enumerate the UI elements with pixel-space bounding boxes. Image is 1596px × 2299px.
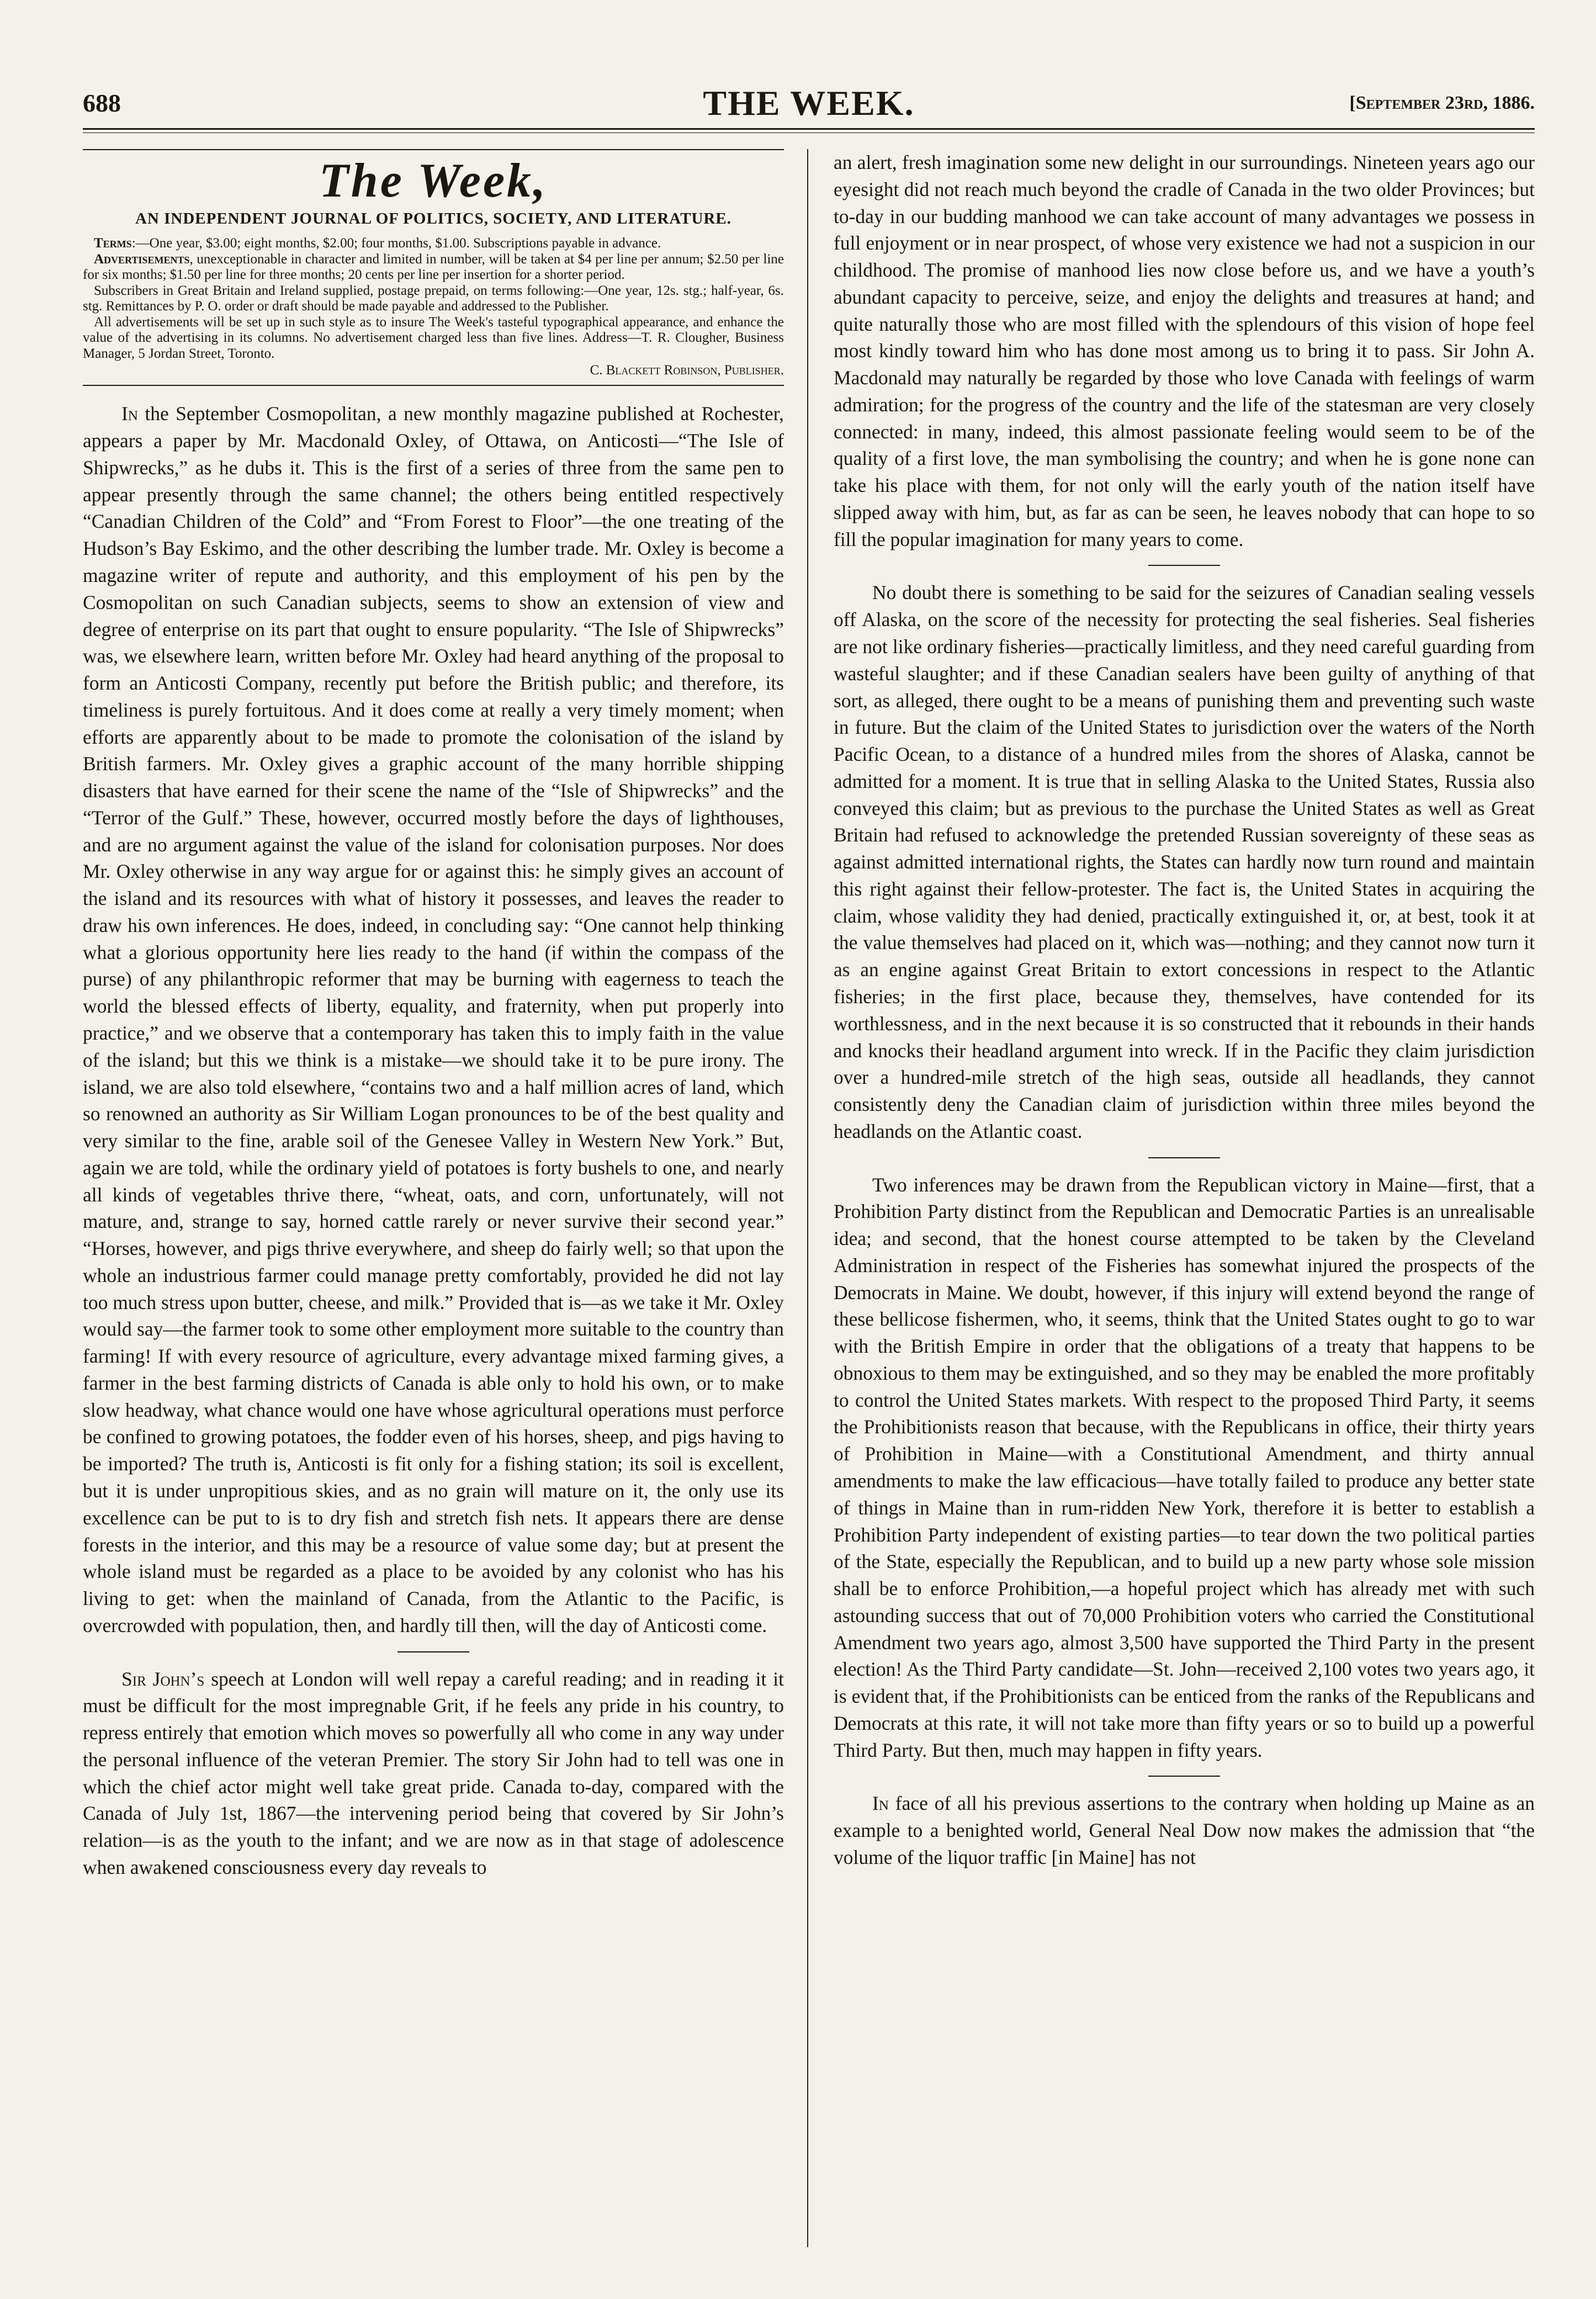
left-articles (83, 400, 784, 1880)
subscribers-paragraph: Subscribers in Great Britain and Ireland supplied, postage prepaid, on terms following:—One year, 12s. stg.; half-year, 6s. stg. Remittances by P. O. order or draft should be made payable and addressed to the Publisher. (83, 283, 784, 314)
advertising-layout-paragraph: All advertisements will be set up in such style as to insure The Week's tasteful typographical appearance, and enhance the value of the advertising in its columns. No advertisement charged less than five lines. Address—T. R. Clougher, Business Manager, 5 Jordan Street, Toronto. (83, 314, 784, 361)
article-maine-election: Two inferences may be drawn from the Republican victory in Maine—first, that a Prohibition Party distinct from the Republican and Democratic Parties is an unrealisable idea; and second, that the honest course attempted to be taken by the Cleveland Administration in respect of the Fisheries has somewhat injured the prospects of the Democrats in Maine. We doubt, however, if this injury will extend beyond the range of these bellicose fishermen, who, it seems, think that the United States ought to go to war with the British Empire in order that the obligations of a treaty that happens to be obnoxious to them may be extinguished, and so they may be enabled the more profitably to control the United States markets. With respect to the proposed Third Party, it seems the Prohibitionists reason that because, with the Republicans in office, their thirty years of Prohibition in Maine—with a Constitutional Amendment, and thirty annual amendments to make the law efficacious—have totally failed to produce any better state of things in Maine than in rum-ridden New York, therefore it is better to establish a Prohibition Party independent of existing parties—to tear down the two political parties of the State, especially the Republican, and to build up a new party whose sole mission shall be to enforce Prohibition,—a hopeful project which has already met with such astounding success that out of 70,000 Prohibition voters who carried the Constitutional Amendment two years ago, almost 3,500 have supported the Third Party in the present election! As the Third Party candidate—St. John—received 2,100 votes two years ago, it is evident that, if the Prohibitionists can be enticed from the ranks of the Republicans and Democrats at this rate, it will not take more than fifty years or so to build up a powerful Third Party. But then, much may happen in fifty years. (834, 1173, 1535, 1761)
article-neal-dow-text: face of all his previous assertions to the contrary when holding up Maine as an example to a benighted world, General Neal Dow now makes the admission that “the volume of the liquor traffic [in Maine] has not (834, 1792, 1535, 1868)
right-articles (834, 149, 1535, 1871)
running-head (83, 77, 1535, 127)
newspaper-page (83, 66, 1535, 2264)
article-anticosti-text: the September Cosmopolitan, a new monthly magazine published at Rochester, appears a paper by Mr. Macdonald Oxley, of Ottawa, on Anticosti—“The Isle of Shipwrecks,” as he dubs it. This is the first of a series of three from the same pen to appear presently through the same channel; the others being entitled respectively “Canadian Children of the Cold” and “From Forest to Floor”—the one treating of the Hudson’s Bay Eskimo, and the other describing the lumber trade. Mr. Oxley is become a magazine writer of repute and authority, and this employment of his pen by the Cosmopolitan on such Canadian subjects, seems to show an extension of view and degree of enterprise on its part that ought to ensure popularity. “The Isle of Shipwrecks” was, we elsewhere learn, written before Mr. Oxley had heard anything of the proposal to form an Anticosti Company, recently put before the British public; and therefore, its timeliness is purely fortuitous. And it does come at really a very timely moment; when efforts are apparently about to be made to promote the colonisation of the island by British farmers. Mr. Oxley gives a graphic account of the many horrible shipping disasters that have earned for their scene the name of the “Isle of Shipwrecks” and the “Terror of the Gulf.” These, however, occurred mostly before the days of lighthouses, and are no argument against the value of the island for colonisation purposes. Nor does Mr. Oxley otherwise in any way argue for or against this: he simply gives an account of the island and its resources with what of history it possesses, and leaves the reader to draw his own inferences. He does, indeed, in concluding say: “One cannot help thinking what a glorious opportunity here lies ready to the hand (if within the compass of the purse) of any philanthropic reformer that may be burning with eagerness to teach the world the blessed effects of liberty, equality, and fraternity, when put properly into practice,” and we observe that a contemporary has taken this to imply faith in the value of the island; but this we think is a mistake—we should take it to be pure irony. The island, we are also told elsewhere, “contains two and a half million acres of land, which so renowned an authority as Sir William Logan pronounces to be of the best quality and very similar to the fine, arable soil of the Genesee Valley in Western New York.” But, again we are told, while the ordinary yield of potatoes is forty bushels to one, and nearly all kinds of vegetables thrive there, “wheat, oats, and corn, unfortunately, will not mature, and, strange to say, horned cattle rarely or never survive their second year.” “Horses, however, and pigs thrive everywhere, and sheep do fairly well; so that upon the whole an industrious farmer could manage pretty comfortably, provided he did not lay too much stress upon butter, cheese, and milk.” Provided that is—as we take it Mr. Oxley would say—the farmer took to some other employment more suitable to the country than farming! If with every resource of agriculture, every advantage mixed farming gives, a farmer in the best farming districts of Canada is able only to hold his own, or to make slow headway, what chance would one have whose agricultural operations must perforce be confined to growing potatoes, the fodder even of his horses, sheep, and pigs having to be imported? The truth is, Anticosti is fit only for a fishing station; its soil is excellent, but it is under unpropitious skies, and as no grain will mature on it, the only use its excellence can be put to is to dry fish and stretch fish nets. It appears there are dense forests in the interior, and this may be a resource of value some day; but at present the whole island must be regarded as a place to be avoided by any colonist who has his living to get: when the mainland of Canada, from the Atlantic to the Pacific, is overcrowded with population, then, and hardly till then, will the day of Anticosti come. (83, 402, 784, 1636)
terms-paragraph (83, 236, 784, 252)
article-sir-john-text: speech at London will well repay a careful reading; and in reading it it must be difficult for the most impregnable Grit, if he feels any pride in his country, to repress entirely that emotion which moves so powerfully all who come in any way under the personal influence of the veteran Premier. The story Sir John had to tell was one in which the chief actor might well take great pride. Canada to-day, compared with the Canada of July 1st, 1867—the intervening period being that covered by Sir John’s relation—is as the youth to the infant; and we are now as in that stage of adolescence when awakened consciousness every day reveals to (83, 1667, 784, 1878)
subscription-terms (83, 236, 784, 362)
masthead-bottom-rule (83, 385, 784, 386)
paper-name: THE WEEK. (703, 83, 915, 123)
masthead (83, 149, 784, 386)
section-separator (1148, 1157, 1220, 1158)
article-sir-john-lead: Sir John’s (121, 1667, 205, 1690)
terms-label: Terms (94, 236, 132, 251)
page-number: 688 (83, 89, 121, 117)
issue-date: [September 23rd, 1886. (1349, 93, 1535, 113)
article-anticosti (83, 400, 784, 1639)
masthead-title: The Week, (319, 154, 548, 208)
article-anticosti-lead: In (121, 402, 138, 425)
column-divider (807, 149, 808, 2247)
masthead-subtitle: AN INDEPENDENT JOURNAL OF POLITICS, SOCIETY, AND LITERATURE. (135, 210, 732, 228)
article-neal-dow (834, 1790, 1535, 1871)
masthead-top-rule (83, 149, 784, 150)
section-separator (1148, 565, 1220, 566)
article-alaska-seal-fisheries: No doubt there is something to be said for the seizures of Canadian sealing vessels off Alaska, on the score of the necessity for protecting the seal fisheries. Seal fisheries are not like ordinary fisheries—practically limitless, and they need careful guarding from wasteful slaughter; and if these Canadian sealers have been guilty of anything of that sort, as alleged, there ought to be a means of punishing them and preventing such waste in future. But the claim of the United States to jurisdiction over the waters of the North Pacific Ocean, to a distance of a hundred miles from the shores of Alaska, cannot be admitted for a moment. It is true that in selling Alaska to the United States, Russia also conveyed this claim; but as previous to the purchase the United States as well as Great Britain had refused to acknowledge the pretended Russian sovereignty of these seas as against admitted international rights, the States can hardly now turn round and maintain this right against their fellow-protester. The fact is, the United States in acquiring the claim, whose validity they had denied, practically extinguished it, or, at best, took it at the value themselves had placed on it, which was—nothing; and they cannot now turn it as an engine against Great Britain to extort concessions in respect to the Atlantic fisheries; in the first place, because they, themselves, have contended for its worthlessness, and in the next because it is so constructed that it rebounds in their hands and knocks their headland argument into wreck. If in the Pacific they claim jurisdiction over a hundred-mile stretch of the high seas, outside all headlands, they cannot consistently deny the Canadian claim of jurisdiction within three miles beyond the headlands on the Atlantic coast. (834, 581, 1535, 1142)
advertising-label: Advertisements (94, 251, 190, 267)
article-sir-john (83, 1666, 784, 1881)
article-neal-dow-lead: In (872, 1792, 889, 1815)
section-separator (397, 1651, 469, 1652)
terms-text: :—One year, $3.00; eight months, $2.00; four months, $1.00. Subscriptions payable in advance. (131, 236, 661, 251)
article-sir-john-continued: an alert, fresh imagination some new delight in our surroundings. Nineteen years ago our eyesight did not reach much beyond the cradle of Canada in the two older Provinces; but to-day in our budding manhood we can take account of many advantages we possess in full enjoyment or in near prospect, of whose very existence we had not a suspicion in our childhood. The promise of manhood lies now close before us, and we have a youth’s abundant capacity to perceive, seize, and enjoy the delights and treasures at hand; and quite naturally those who are most filled with the splendours of this vision of hope feel most kindly toward him who has done most among us to bring it to pass. Sir John A. Macdonald may naturally be regarded by those who love Canada with feelings of warm admiration; for the progress of the country and the life of the statesman are very closely connected: in many, indeed, this almost passionate feeling would seem to be of the quality of a first love, the man symbolising the country; and when he is gone none can take his place with them, for not only will the early youth of the nation itself have slipped away with him, but, as far as can be seen, he leaves nobody that can hope to so fill the popular imagination for many years to come. (834, 151, 1535, 550)
right-column (834, 149, 1535, 1871)
header-rule (83, 128, 1535, 133)
section-separator (1148, 1776, 1220, 1777)
left-column (83, 149, 784, 1881)
publisher-line: C. Blackett Robinson, Publisher. (590, 363, 784, 378)
advertising-text: , unexceptionable in character and limited in number, will be taken at $4 per line per annum; $2.50 per line for six months; $1.50 per line for three months; 20 cents per line per insertion for a shorter period. (83, 251, 784, 283)
advertising-paragraph (83, 252, 784, 283)
